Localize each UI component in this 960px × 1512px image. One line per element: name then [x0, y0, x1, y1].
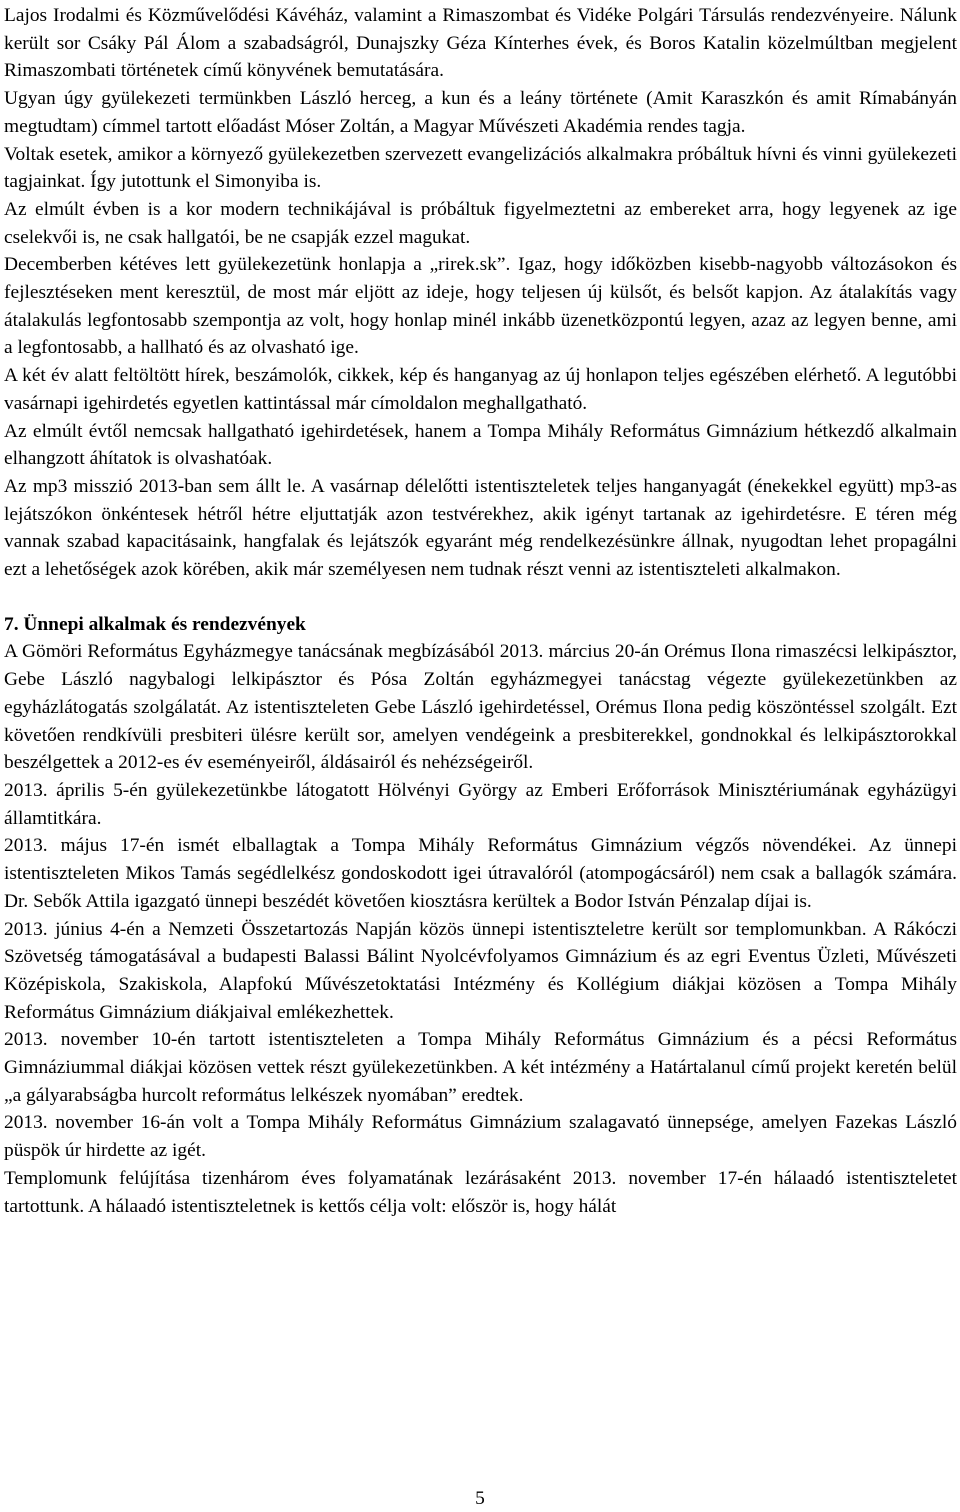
paragraph: A két év alatt feltöltött hírek, beszámolók, cikkek, kép és hanganyag az új honlapon teljes egészében elérhető. A legutóbbi vasárnapi igehirdetés egyetlen kattintással már címoldalon meghallgatható. — [4, 365, 957, 414]
paragraph: Az elmúlt évben is a kor modern technikájával is próbáltuk figyelmeztetni az embereket arra, hogy legyenek az ige cselekvői is, ne csak hallgatói, be ne csapják ezzel magukat. — [4, 198, 957, 248]
paragraph: Templomunk felújítása tizenhárom éves folyamatának lezárásaként 2013. november 17-én hálaadó istentiszteletet tartottunk. A hálaadó istentiszteletnek is kettős célja volt: először is, hogy hálát — [4, 1167, 957, 1217]
paragraph: Az elmúlt évtől nemcsak hallgatható igehirdetések, hanem a Tompa Mihály Református Gimnázium hétkezdő alkalmain elhangzott áhítatok is olvashatóak. — [4, 420, 957, 470]
paragraph: Decemberben kétéves lett gyülekezetünk honlapja a „rirek.sk”. Igaz, hogy időközben kisebb-nagyobb változásokon és fejlesztéseken ment keresztül, de most már eljött az ideje, hogy teljesen új külsőt, és belsőt kapjon. Az átalakítás vagy átalakulás legfontosabb szempontja az volt, hogy honlap minél inkább üzenetközpontú legyen, azaz az legyen benne, ami a legfontosabb, a hallható és az olvasható ige. — [4, 254, 957, 359]
paragraph: 2013. november 10-én tartott istentiszteleten a Tompa Mihály Református Gimnázium és a pécsi Református Gimnáziummal diákjai közösen vettek részt gyülekezetünkben. A két intézmény a Határtalanul című projekt keretén belül „a gályarabságba hurcolt református lelkészek nyomában” eredtek. — [4, 1029, 957, 1106]
page-body — [4, 2, 957, 1220]
paragraph: Ugyan úgy gyülekezeti termünkben László herceg, a kun és a leány története (Amit Karaszkón és amit Rímabányán megtudtam) címmel tartott előadást Móser Zoltán, a Magyar Művészeti Akadémia rendes tagja. — [4, 88, 957, 137]
page-number: 5 — [475, 1488, 485, 1509]
paragraph: Lajos Irodalmi és Közművelődési Kávéház, valamint a Rimaszombat és Vidéke Polgári Társulás rendezvényeire. Nálunk került sor Csáky Pál Álom a szabadságról, Dunajszky Géza Kínterhes évek, és Boros Katalin közelmúltban megjelent Rimaszombati történetek című könyvének bemutatására. — [4, 5, 957, 82]
paragraph: Az mp3 misszió 2013-ban sem állt le. A vasárnap délelőtti istentiszteletek teljes hanganyagát (énekekkel együtt) mp3-as lejátszókon önkéntesek hétről hétre eljuttatják azon testvérekhez, akik igényt tartanak az igehirdetésre. E téren még vannak szabad kapacitásaink, hangfalak és lejátszók egyaránt még rendelkezésünkre állnak, nyugodtan lehet propagálni ezt a lehetőségek azok körében, akik már személyesen nem tudnak részt venni az istentiszteleti alkalmakon. — [4, 475, 957, 581]
paragraph: A Gömöri Református Egyházmegye tanácsának megbízásából 2013. március 20-án Orémus Ilona rimaszécsi lelkipásztor, Gebe László nagybalogi lelkipásztor és Pósa Zoltán egyházmegyei tanácstag végezte gyülekezetünkben az egyházlátogatás szolgálatát. Az istentiszteleten Gebe László igehirdetéssel, Orémus Ilona pedig köszöntéssel szolgált. Ezt követően rendkívüli presbiteri ülésre került sor, amelyen vendégeink a presbiterekkel, gondnokkal és lelkipásztorokkal beszélgettek a 2012-es év eseményeiről, áldásairól és nehézségeiről. — [4, 641, 957, 774]
section-spacer — [4, 584, 957, 611]
section-heading: 7. Ünnepi alkalmak és rendezvények — [4, 613, 306, 635]
paragraph: Voltak esetek, amikor a környező gyülekezetben szervezett evangelizációs alkalmakra próbáltuk hívni és vinni gyülekezeti tagjainkat. Így jutottunk el Simonyiba is. — [4, 143, 957, 193]
paragraph: 2013. április 5-én gyülekezetünkbe látogatott Hölvényi György az Emberi Erőforrások Minisztériumának egyházügyi államtitkára. — [4, 779, 957, 829]
paragraph: 2013. június 4-én a Nemzeti Összetartozás Napján közös ünnepi istentiszteletre került sor templomunkban. A Rákóczi Szövetség támogatásával a budapesti Balassi Bálint Nyolcévfolyamos Gimnázium és az egri Eventus Üzleti, Művészeti Középiskola, Szakiskola, Alapfokú Művészetoktatási Intézmény és Kollégium diákjai közösen a Tompa Mihály Református Gimnázium diákjaival emlékezhettek. — [4, 918, 957, 1023]
paragraph: 2013. november 16-án volt a Tompa Mihály Református Gimnázium szalagavató ünnepsége, amelyen Fazekas László püspök úr hirdette az igét. — [4, 1112, 957, 1162]
paragraph: 2013. május 17-én ismét elballagtak a Tompa Mihály Református Gimnázium végzős növendékei. Az ünnepi istentiszteleten Mikos Tamás segédlelkész gondoskodott igei útravalóról (atompogácsáról) nem csak a ballagók számára. Dr. Sebők Attila igazgató ünnepi beszédét követően kiosztásra kerültek a Bodor István Pénzalap díjai is. — [4, 835, 957, 912]
